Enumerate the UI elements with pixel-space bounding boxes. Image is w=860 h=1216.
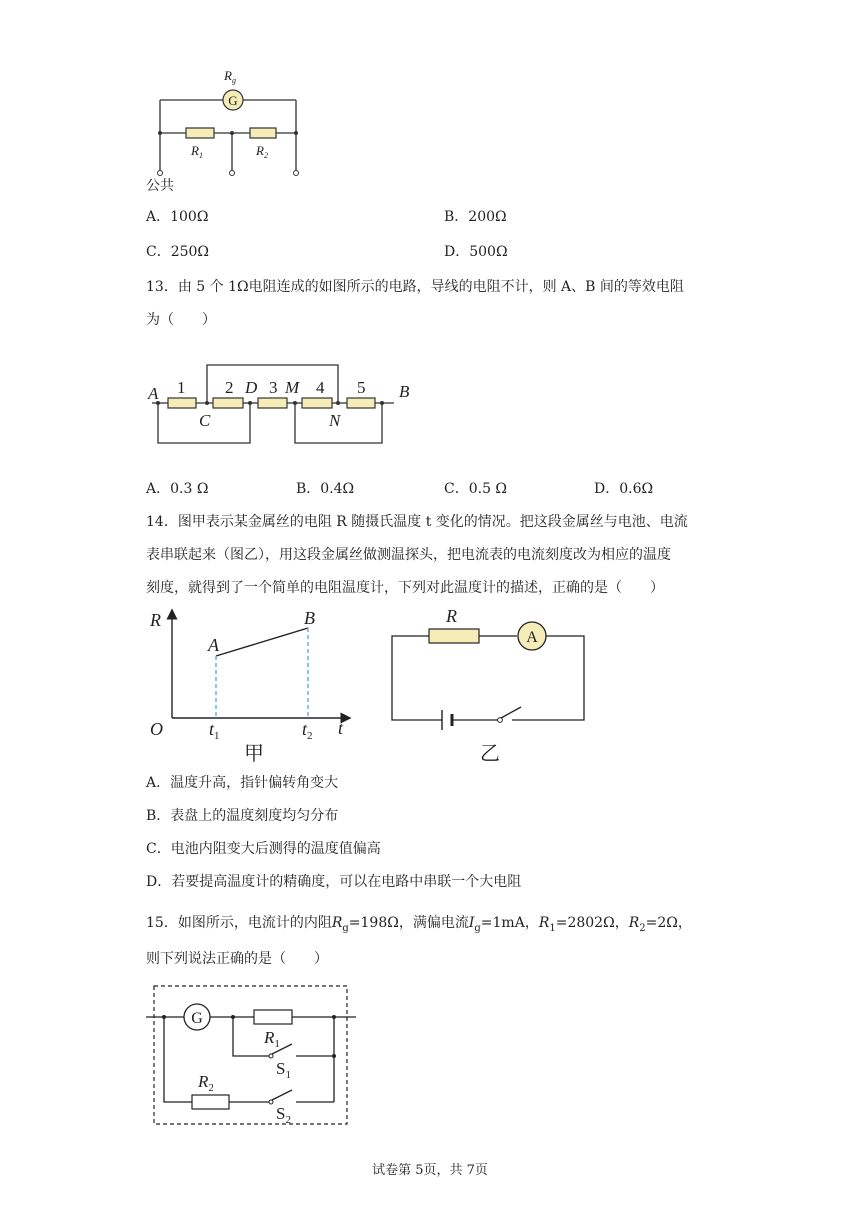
q12-option-a[interactable]: A．100Ω [146, 209, 209, 225]
terminal-common [158, 171, 163, 176]
terminal-right [294, 171, 299, 176]
junction-dot [230, 131, 234, 135]
switch-pivot [498, 718, 503, 723]
resistor-r2 [250, 128, 276, 138]
q13-stem-line1: 13．由 5 个 1Ω电阻连成的如图所示的电路，导线的电阻不计，则 A、B 间的等效电阻 [146, 279, 684, 295]
resistor-1 [168, 398, 196, 408]
q13-option-c[interactable]: C．0.5 Ω [444, 481, 508, 497]
figure-12-circuit [150, 62, 310, 182]
fig12-rg-label: $R_g$ [224, 68, 236, 85]
q13-option-d[interactable]: D．0.6Ω [594, 481, 654, 497]
circuit-caption: 乙 [480, 743, 500, 765]
r1-label: $R_1$ [264, 1028, 280, 1050]
q13-option-a[interactable]: A．0.3 Ω [146, 481, 209, 497]
q14-option-d[interactable]: D．若要提高温度计的精确度，可以在电路中串联一个大电阻 [146, 874, 522, 890]
figure-15-circuit [146, 982, 361, 1130]
q14-stem-line3: 刻度，就得到了一个简单的电阻温度计，下列对此温度计的描述，正确的是（ ） [146, 580, 664, 596]
q14-stem-line2: 表串联起来（图乙），用这段金属丝做测温探头，把电流表的电流刻度改为相应的温度 [146, 547, 671, 563]
resistor-1-label: 1 [177, 378, 186, 397]
resistor-r1 [186, 128, 214, 138]
graph-axis-t: t [338, 718, 344, 738]
s1-label: $S_1$ [276, 1059, 291, 1081]
node-n-label: N [329, 411, 341, 430]
q15-stem-line2: 则下列说法正确的是（ ） [146, 951, 328, 967]
q12-option-c[interactable]: C．250Ω [146, 244, 210, 260]
galvanometer-symbol: G [191, 1010, 203, 1027]
graph-t1: $t_1$ [209, 719, 220, 742]
s2-label: $S_2$ [276, 1104, 291, 1126]
node-c-label: C [199, 411, 211, 430]
q14-option-b[interactable]: B．表盘上的温度刻度均匀分布 [146, 808, 339, 824]
q13-stem-line2: 为（ ） [146, 312, 216, 328]
figure-14-circuit [380, 600, 600, 770]
resistor-r [429, 629, 479, 643]
resistor-r2 [192, 1095, 229, 1109]
circuit-r-label: R [446, 606, 457, 626]
r-t-line [216, 628, 308, 656]
junction-dot [158, 131, 162, 135]
switch-s2-pivot [269, 1100, 273, 1104]
r2-label: $R_2$ [198, 1072, 214, 1094]
q14-stem-line1: 14．图甲表示某金属丝的电阻 R 随摄氏温度 t 变化的情况。把这段金属丝与电池、电流 [146, 514, 688, 530]
ammeter-symbol: A [526, 629, 538, 646]
graph-t2: $t_2$ [302, 719, 313, 742]
resistor-5-label: 5 [357, 378, 366, 397]
graph-point-b: B [304, 608, 315, 628]
q14-option-a[interactable]: A．温度升高，指针偏转角变大 [146, 775, 339, 791]
graph-caption: 甲 [244, 743, 264, 765]
dashed-boundary [154, 986, 347, 1124]
node-m-label: M [285, 378, 300, 397]
resistor-4-label: 4 [316, 378, 325, 397]
junction-dot [294, 131, 298, 135]
resistor-2-label: 2 [225, 378, 234, 397]
q12-option-d[interactable]: D．500Ω [444, 244, 508, 260]
fig12-common-label: 公共 [146, 178, 174, 194]
fig12-r1-label: $R_1$ [191, 143, 203, 160]
resistor-r1 [254, 1010, 292, 1024]
graph-origin: O [150, 719, 163, 739]
terminal-mid [230, 171, 235, 176]
resistor-2 [213, 398, 243, 408]
fig12-g-symbol: G [228, 93, 238, 108]
node-d-label: D [245, 378, 258, 397]
node-b-label: B [399, 382, 410, 401]
fig12-r2-label: $R_2$ [256, 143, 268, 160]
q15-stem-line1: 15．如图所示，电流计的内阻$R_g=198\Omega$，满偏电流$I_g=1mA$，$R_1=2802\Omega$，$R_2=2\Omega$， [146, 915, 692, 934]
page-footer: 试卷第 5页，共 7页 [372, 1163, 488, 1178]
switch-s1-pivot [269, 1054, 273, 1058]
figure-14-graph [146, 600, 366, 770]
node-a-label: A [148, 384, 159, 403]
graph-point-a: A [208, 635, 219, 655]
q12-option-b[interactable]: B．200Ω [444, 209, 507, 225]
q14-option-c[interactable]: C．电池内阻变大后测得的温度值偏高 [146, 841, 381, 857]
graph-axis-r: R [150, 610, 161, 630]
figure-13-circuit [146, 355, 426, 450]
resistor-5 [347, 398, 375, 408]
resistor-3-label: 3 [269, 378, 278, 397]
resistor-3 [258, 398, 287, 408]
resistor-4 [302, 398, 332, 408]
q13-option-b[interactable]: B．0.4Ω [296, 481, 355, 497]
